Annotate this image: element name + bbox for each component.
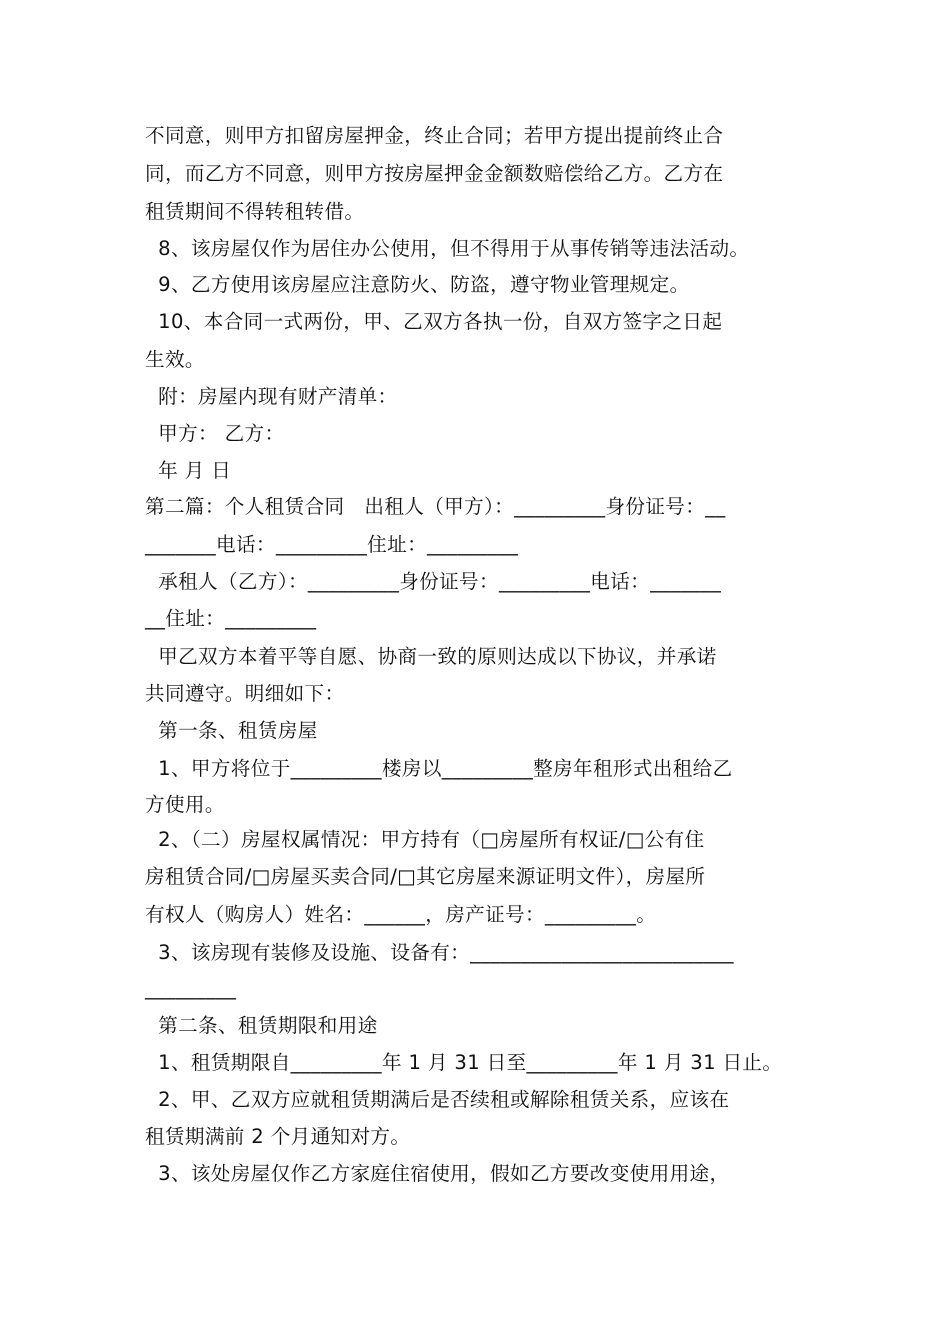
article-heading: 第一条、租赁房屋 [145,719,318,742]
text-line: 附：房屋内现有财产清单： [145,385,398,408]
text-line: 甲方： 乙方： [145,422,285,445]
text-line: 1、租赁期限自_________年 1 月 31 日至_________年 1 月 31 日止。 [145,1051,783,1074]
text-line: _________ [145,977,237,1000]
section-title: 第二篇：个人租赁合同 出租人（甲方）：_________身份证号：__ [145,495,726,518]
text-line: 有权人（购房人）姓名：______，房产证号：_________。 [145,903,657,926]
text-line: 甲乙双方本着平等自愿、协商一致的原则达成以下协议，并承诺 [145,645,717,668]
text-line: _______电话：_________住址：_________ [145,533,519,556]
text-line: 3、该房现有装修及设施、设备有：__________________________ [145,941,734,964]
text-line: 8、该房屋仅作为居住办公使用，但不得用于从事传销等违法活动。 [145,237,750,260]
article-heading: 第二条、租赁期限和用途 [145,1014,378,1037]
text-line: 年 月 日 [145,459,232,482]
text-line: 承租人（乙方）：_________身份证号：_________电话：_______ [145,570,722,593]
text-line: 房租赁合同/□房屋买卖合同/□其它房屋来源证明文件），房屋所 [145,865,706,888]
text-line: 2、甲、乙双方应就租赁期满后是否续租或解除租赁关系，应该在 [145,1088,730,1111]
text-line: 10、本合同一式两份，甲、乙双方各执一份，自双方签字之日起 [145,310,723,333]
text-line: __住址：_________ [145,607,317,630]
text-line: 生效。 [145,348,205,371]
text-line: 租赁期满前 2 个月通知对方。 [145,1125,411,1148]
text-line: 同，而乙方不同意，则甲方按房屋押金金额数赔偿给乙方。乙方在 [145,162,724,185]
text-line: 租赁期间不得转租转借。 [145,200,365,223]
text-line: 1、甲方将位于_________楼房以_________整房年租形式出租给乙 [145,757,733,780]
text-line: 方使用。 [145,793,225,816]
text-line: 3、该处房屋仅作乙方家庭住宿使用，假如乙方要改变使用用途， [145,1162,730,1185]
text-line: 2、（二）房屋权属情况：甲方持有（□房屋所有权证/□公有住 [145,828,705,851]
text-line: 9、乙方使用该房屋应注意防火、防盗，遵守物业管理规定。 [145,273,690,296]
text-line: 不同意，则甲方扣留房屋押金，终止合同；若甲方提出提前终止合 [145,124,724,147]
text-line: 共同遵守。明细如下： [145,682,345,705]
